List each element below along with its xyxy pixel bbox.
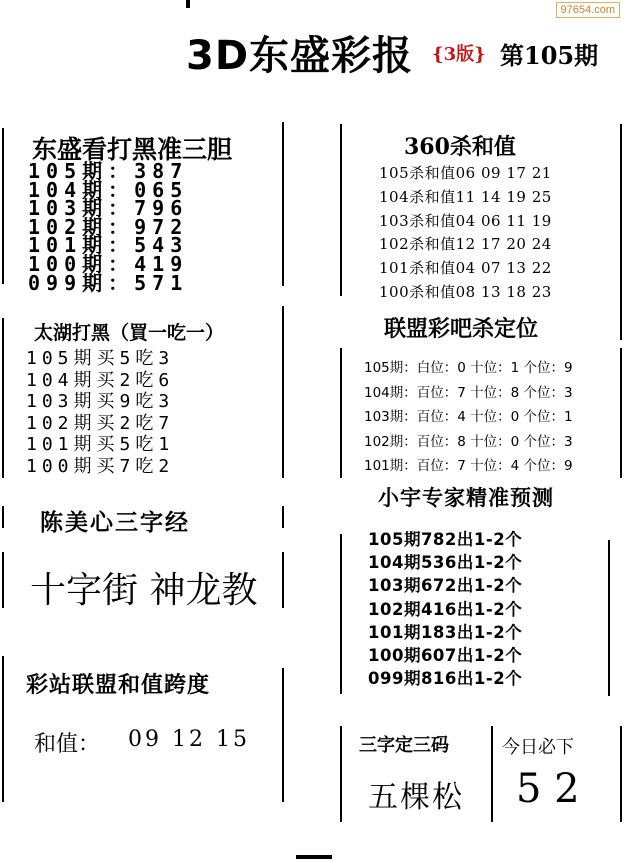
list-item: 104期536出1-2个 (368, 553, 523, 573)
right-border (340, 124, 342, 296)
left-border (2, 506, 4, 528)
right-border (608, 540, 610, 696)
section-title: 太湖打黑（買一吃一） (34, 322, 225, 344)
left-border (282, 668, 284, 802)
sum-label: 和值： (34, 732, 101, 757)
list-item: 101期：543 (28, 233, 189, 258)
site-watermark: 97654.com (556, 2, 620, 18)
list-item: 102期：972 (28, 214, 189, 239)
list-item: 103期672出1-2个 (368, 576, 523, 596)
right-border (620, 348, 622, 478)
list-item: 099期：571 (28, 270, 189, 295)
list-item: 103期：百位：4 十位：0 个位：1 (364, 409, 573, 426)
section-title: 三字定三码 (359, 735, 449, 756)
issue-number: 第105期 (500, 41, 599, 70)
list-item: 102期买2吃7 (26, 412, 175, 434)
number-list (28, 159, 189, 295)
list-item: 103期：796 (28, 196, 189, 221)
list-item: 101期：百位：7 十位：4 个位：9 (364, 458, 573, 475)
right-border (620, 124, 622, 340)
list-item: 102杀和值12 17 20 24 (379, 235, 552, 254)
section-content: 5 2 (516, 766, 580, 812)
right-border (340, 348, 342, 478)
list-item: 100期：419 (28, 251, 189, 276)
section-title: 东盛看打黑准三胆 (32, 135, 233, 164)
section-title: 联盟彩吧杀定位 (384, 316, 539, 342)
top-mark (186, 0, 190, 8)
right-border (340, 726, 342, 822)
left-border (282, 122, 284, 286)
list-item: 104期：065 (28, 177, 189, 202)
list-item: 104期买2吃6 (26, 369, 175, 391)
section-title: 彩站联盟和值跨度 (26, 672, 211, 698)
list-item: 105期：白位：0 十位：1 个位：9 (364, 360, 573, 376)
left-border (282, 552, 284, 608)
list-item: 099期816出1-2个 (368, 669, 523, 689)
left-border (2, 128, 4, 284)
left-border (2, 656, 4, 802)
position-list (364, 356, 573, 479)
section-title: 陈美心三字经 (40, 509, 190, 536)
list-item: 102期416出1-2个 (368, 599, 523, 619)
section-content: 五棵松 (368, 780, 464, 815)
section-title: 小宇专家精准预测 (378, 485, 554, 510)
list-item: 100期607出1-2个 (368, 646, 523, 666)
bottom-mark (296, 855, 332, 859)
number-list (26, 348, 174, 478)
list-item: 101杀和值04 07 13 22 (379, 259, 552, 278)
right-border (620, 726, 622, 822)
list-item: 103期买9吃3 (26, 391, 175, 413)
sum-values: 09 12 15 (128, 727, 250, 752)
list-item: 102期：百位：8 十位：0 个位：3 (364, 433, 573, 450)
list-item: 100杀和值08 13 18 23 (379, 282, 552, 301)
list-item: 101期183出1-2个 (368, 622, 523, 642)
list-item: 105期：387 (28, 159, 189, 183)
section-title: 今日必下 (502, 737, 574, 758)
left-border (2, 552, 4, 608)
prediction-list-clip (368, 530, 604, 692)
list-item: 101期买5吃1 (26, 434, 175, 456)
right-border (340, 534, 342, 694)
list-item: 104期：百位：7 十位：8 个位：3 (364, 384, 573, 401)
left-border (2, 318, 4, 478)
left-border (282, 306, 284, 478)
section-content: 十字街 神龙教 (30, 570, 258, 611)
list-item: 104杀和值11 14 19 25 (379, 187, 552, 206)
number-list (379, 162, 552, 305)
section-title: 360杀和值 (404, 134, 516, 160)
list-item: 100期买7吃2 (26, 455, 175, 477)
edition-badge: {3版} (432, 44, 486, 65)
list-item: 105期买5吃3 (26, 348, 175, 369)
left-border (282, 506, 284, 528)
newspaper-title: 3D东盛彩报 (186, 33, 414, 79)
list-item: 103杀和值04 06 11 19 (379, 211, 552, 230)
box-divider (491, 726, 493, 822)
list-item: 105期782出1-2个 (368, 530, 523, 549)
list-item: 105杀和值06 09 17 21 (379, 164, 552, 182)
